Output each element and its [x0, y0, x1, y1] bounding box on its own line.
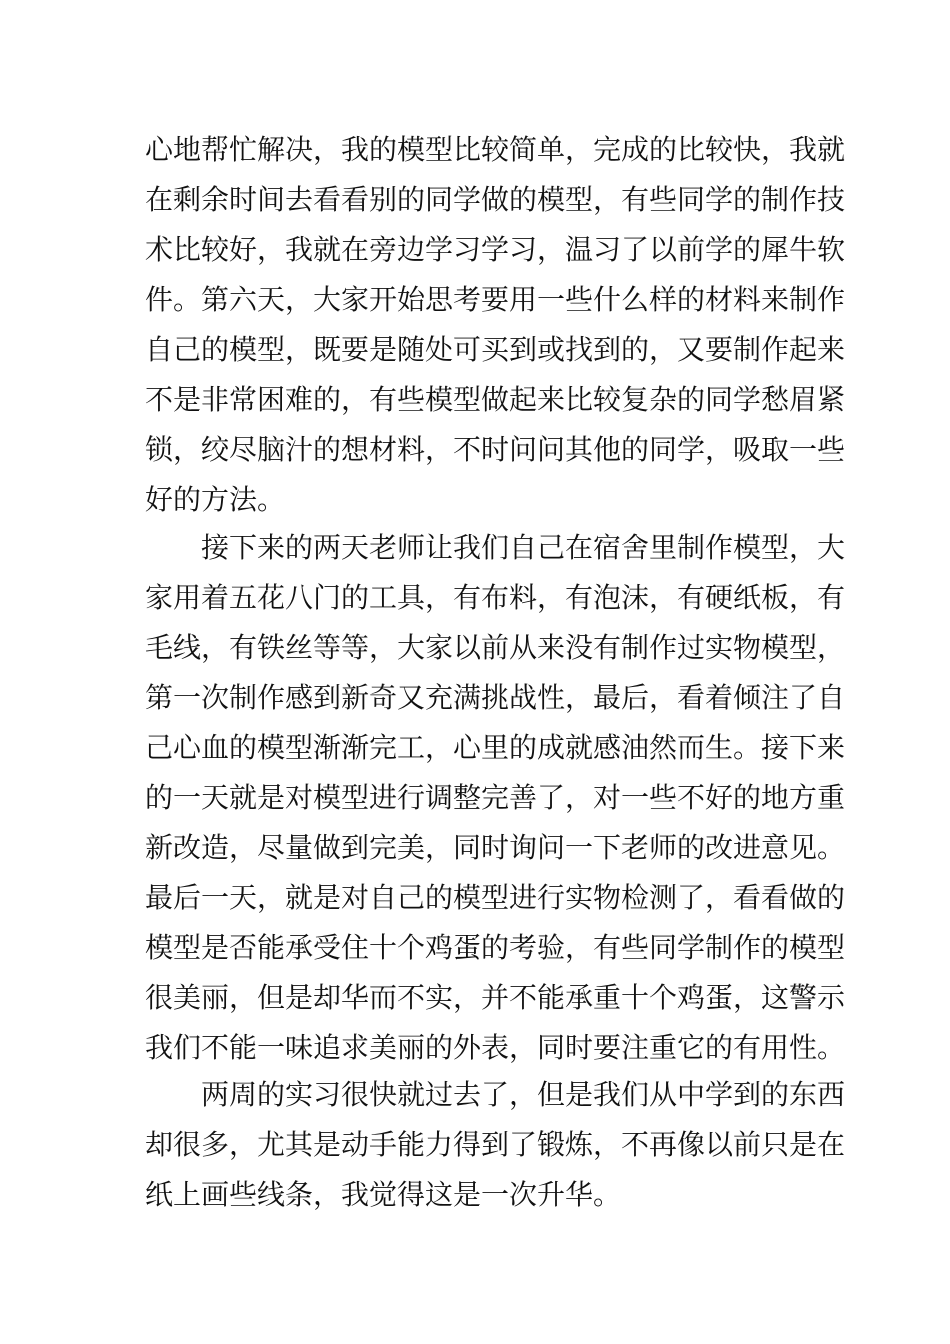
- paragraph-line: 在剩余时间去看看别的同学做的模型，有些同学的制作技: [145, 183, 846, 216]
- paragraph-line: 我们不能一味追求美丽的外表，同时要注重它的有用性。: [145, 1031, 846, 1064]
- paragraph-line: 术比较好，我就在旁边学习学习，温习了以前学的犀牛软: [145, 233, 846, 266]
- paragraph-1: [145, 125, 846, 525]
- paragraph-line: 己心血的模型渐渐完工，心里的成就感油然而生。接下来: [145, 731, 846, 764]
- paragraph-line: 却很多，尤其是动手能力得到了锻炼，不再像以前只是在: [145, 1128, 846, 1161]
- paragraph-line: 新改造，尽量做到完美，同时询问一下老师的改进意见。: [145, 831, 846, 864]
- paragraph-line: 两周的实习很快就过去了，但是我们从中学到的东西: [201, 1078, 846, 1111]
- paragraph-line: 好的方法。: [145, 483, 286, 516]
- paragraph-line: 很美丽，但是却华而不实，并不能承重十个鸡蛋，这警示: [145, 981, 846, 1014]
- paragraph-2: [145, 523, 846, 1073]
- paragraph-line: 第一次制作感到新奇又充满挑战性，最后，看着倾注了自: [145, 681, 846, 714]
- paragraph-line: 模型是否能承受住十个鸡蛋的考验，有些同学制作的模型: [145, 931, 846, 964]
- paragraph-line: 接下来的两天老师让我们自己在宿舍里制作模型，大: [201, 531, 846, 564]
- paragraph-line: 不是非常困难的，有些模型做起来比较复杂的同学愁眉紧: [145, 383, 846, 416]
- paragraph-line: 家用着五花八门的工具，有布料，有泡沫，有硬纸板，有: [145, 581, 846, 614]
- paragraph-line: 件。第六天，大家开始思考要用一些什么样的材料来制作: [145, 283, 846, 316]
- paragraph-line: 自己的模型，既要是随处可买到或找到的，又要制作起来: [145, 333, 846, 366]
- paragraph-3: [145, 1070, 846, 1220]
- paragraph-line: 纸上画些线条，我觉得这是一次升华。: [145, 1178, 622, 1211]
- paragraph-line: 毛线，有铁丝等等，大家以前从来没有制作过实物模型，: [145, 631, 846, 664]
- paragraph-line: 锁，绞尽脑汁的想材料，不时问问其他的同学，吸取一些: [145, 433, 846, 466]
- paragraph-line: 心地帮忙解决，我的模型比较简单，完成的比较快，我就: [145, 133, 846, 166]
- paragraph-line: 最后一天，就是对自己的模型进行实物检测了，看看做的: [145, 881, 846, 914]
- paragraph-line: 的一天就是对模型进行调整完善了，对一些不好的地方重: [145, 781, 846, 814]
